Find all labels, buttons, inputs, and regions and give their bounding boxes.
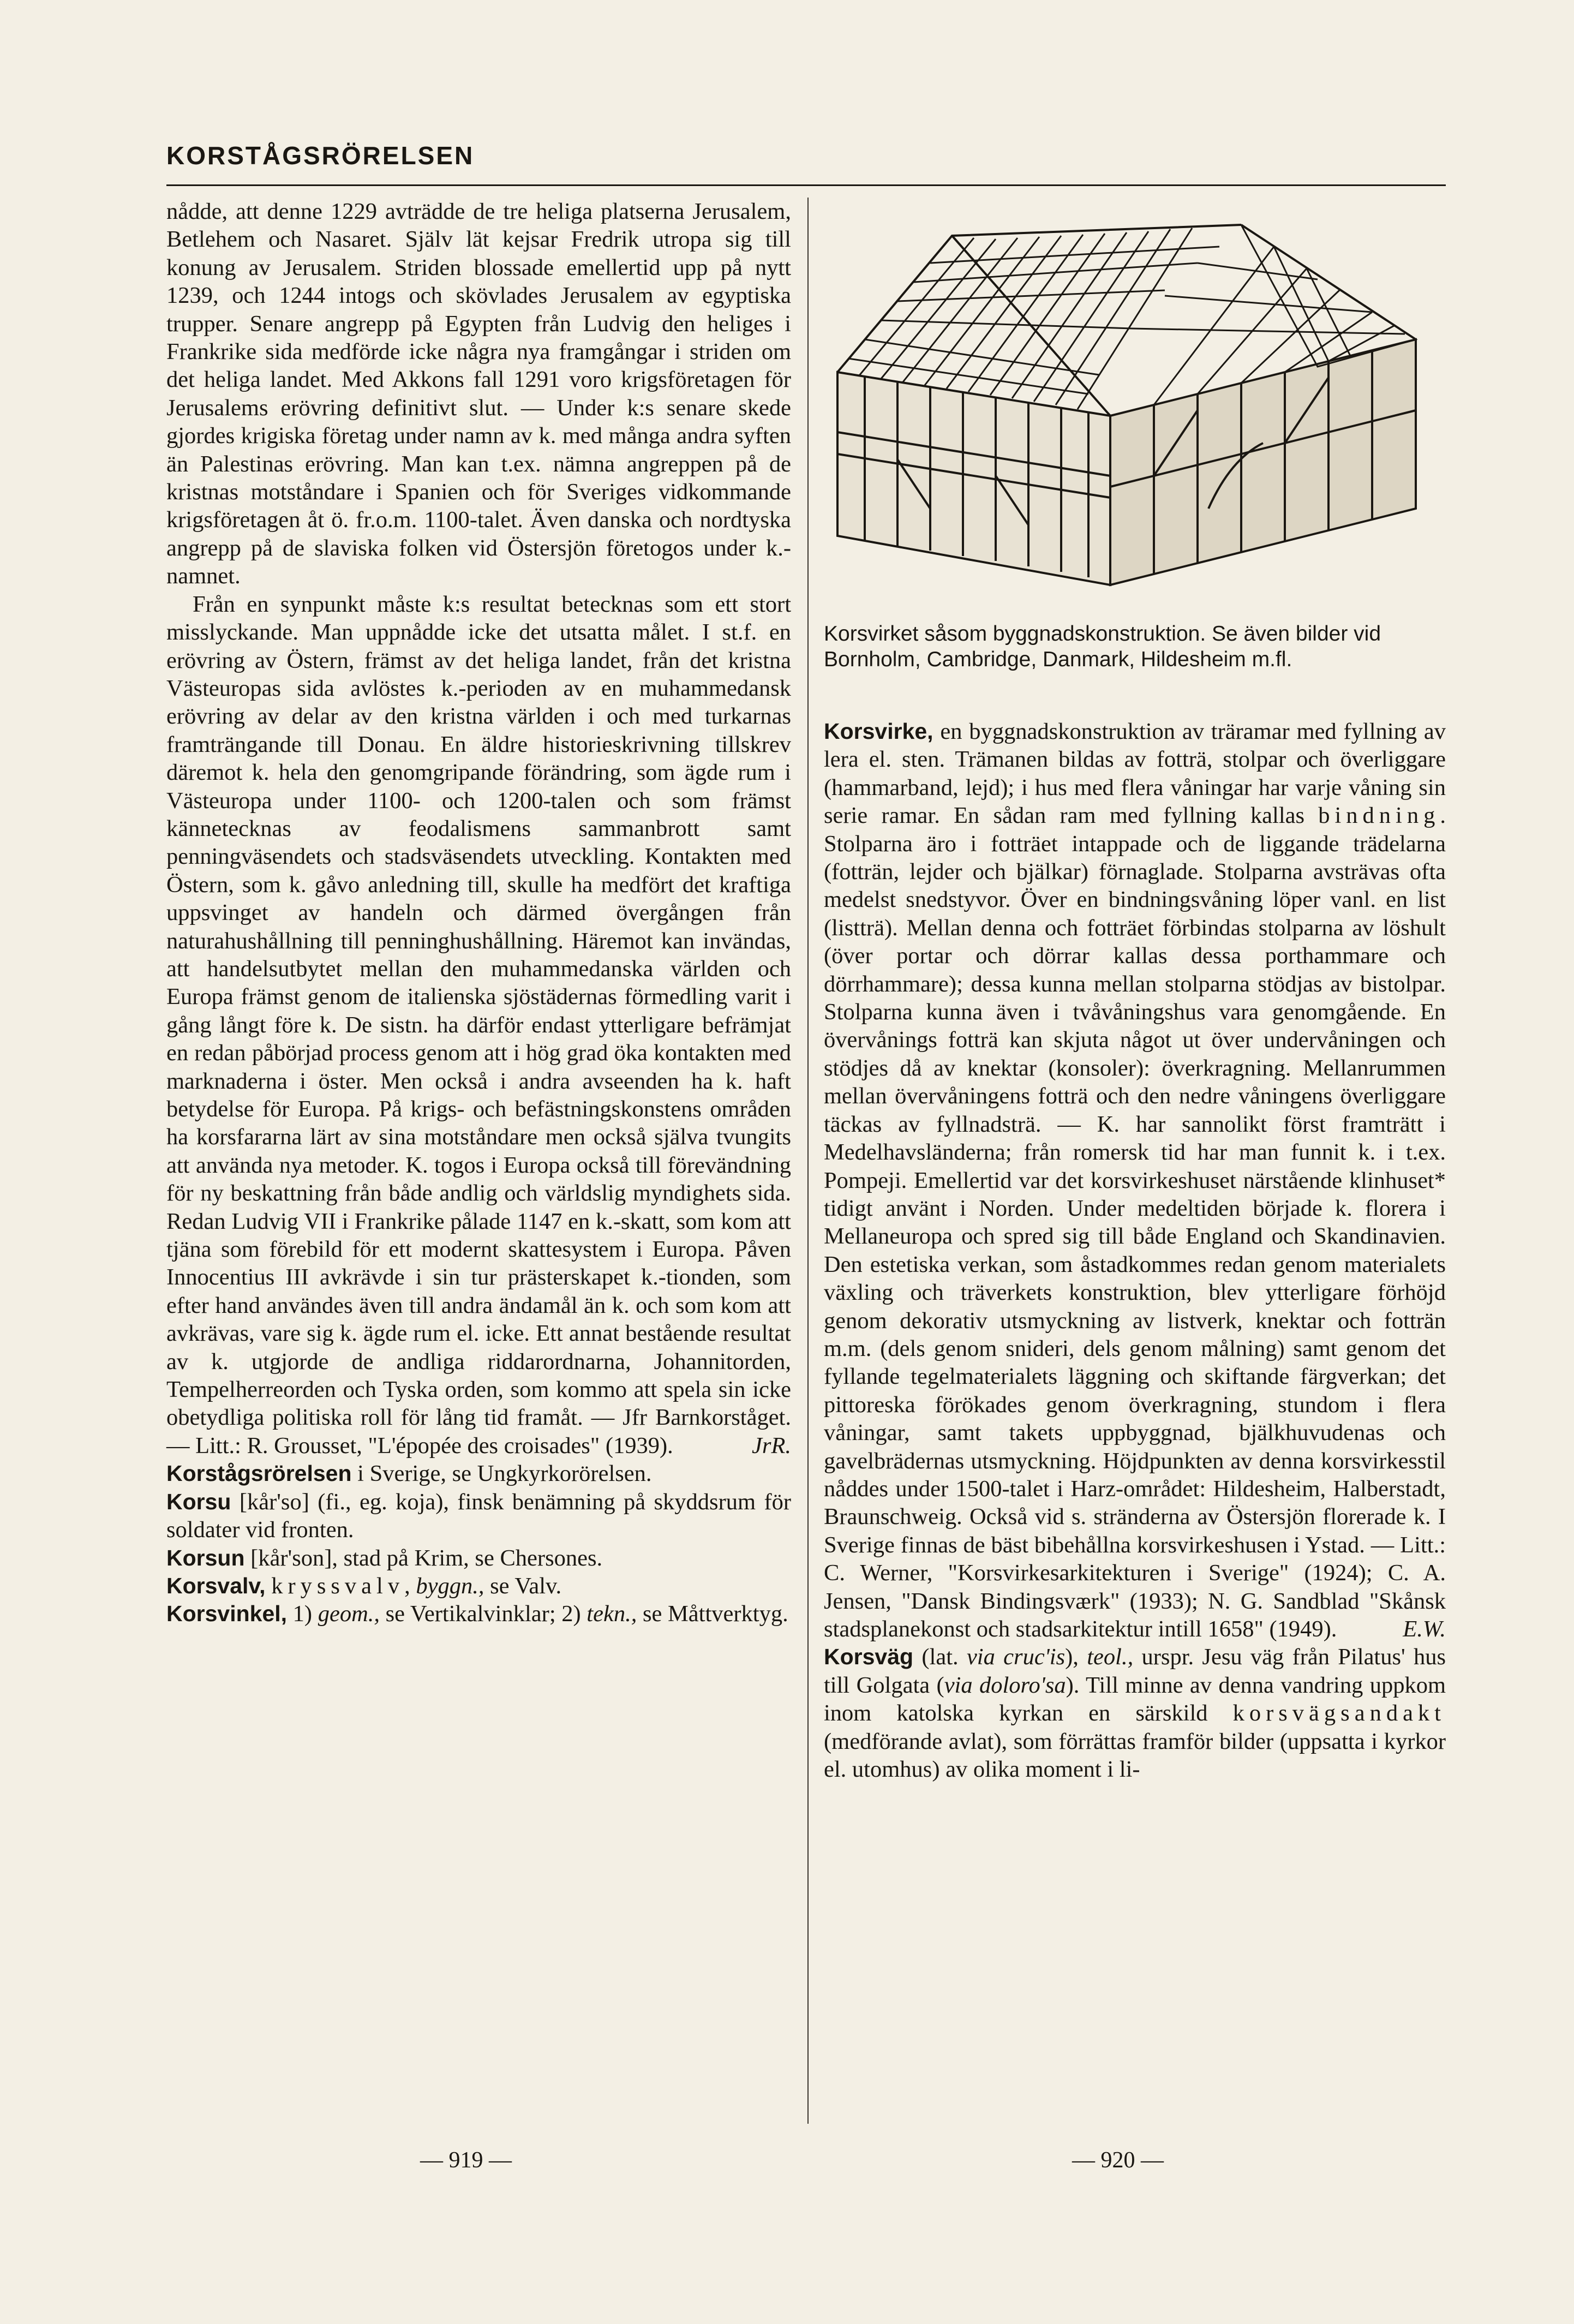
entry-text: se Valv. xyxy=(484,1573,562,1599)
entry-headword: Korsu xyxy=(166,1489,231,1514)
running-head: KORSTÅGSRÖRELSEN xyxy=(166,141,475,170)
entry-korsvalv: Korsvalv, kryssvalv, byggn., se Valv. xyxy=(166,1573,562,1599)
entry-korsun xyxy=(166,1544,791,1572)
entry-headword: Korsvinkel, xyxy=(166,1601,288,1627)
entry-field-label: geom., xyxy=(318,1601,380,1627)
entry-headword: Korsun xyxy=(166,1545,245,1570)
page-number-left: — 919 — xyxy=(420,2148,512,2173)
entry-text: urspr. Jesu väg från Pilatus' hus till Golgata ( xyxy=(824,1644,1446,1698)
entry-latin-term: via cruc'is xyxy=(966,1644,1066,1670)
entry-text: se Vertikalvinklar; 2) xyxy=(380,1601,587,1627)
entry-text: (lat. xyxy=(913,1644,967,1670)
entry-text: . Stolparna äro i fotträet intappade och de liggande trädelarna (fotträn, lejder och bjälkar) förnaglade. Stolparna avsträvas ofta medelst snedstyvor. Över en bindningsvåning löper vanl. en list (listträ). Mellan denna och fotträet förbindas stolparna av löshult (över portar och dörrar kallas dessa porthammare och dörrhammare); dessa kunna mellan stolparna stödjas av bistolpar. Stolparna kunna även i tvåvåningshus vara genomgående. En övervånings fotträ kan skjuta något ut över undervåningen och stödjes då av knektar (konsoler): överkragning. Mellanrummen mellan övervåningens fotträ och den nedre våningens överliggare täckas av fyllnadsträ. — K. har sannolikt först framträtt i Medelhavsländerna; från romersk tid har man funnit k. i t.ex. Pompeji. Emellertid var det korsvirkeshuset närstående klinhuset* tidigt använt i Norden. Under medeltiden började k. florera i Mellaneuropa och spred sig till både England och Skandinavien. Den estetiska verkan, som åstadkommes redan genom materialets växling och träverkets konstruktion, blev ytterligare förhöjd genom dekorativ utsmyckning av listverk, knektar och fotträn m.m. (dels genom snideri, dels genom målning) samt genom det fyllande tegelmaterialets läggning och skiftande färgverkan; det pittoreska förökades genom överkragning, stundom i flera våningar, samt takets uppbyggnad, bjälkhuvudenas och gavelbrädernas utsmyckning. Höjdpunkten av denna korsvirkesstil nåddes under 1500-talet i Harz-området: Hildesheim, Halberstadt, Braunschweig. Också vid s. stränderna av Östersjön florerade k. I Sverige finnas de bäst bibehållna korsvirkeshusen i Ystad. — Litt.: C. Werner, "Korsvirkesarkitekturen i Sverige" (1924); C. A. Jensen, "Dansk Bindingsværk" (1933); N. G. Sandblad "Skånsk stadsplanekonst och stadsarkitektur intill 1658" (1949). xyxy=(824,803,1446,1642)
entry-headword: Korsvalv, xyxy=(166,1573,266,1598)
left-column xyxy=(166,198,791,1628)
entry-text: [kår'son], stad på Krim, se Chersones. xyxy=(244,1545,603,1571)
author-signature: JrR. xyxy=(752,1432,791,1459)
entry-korsvag xyxy=(824,1643,1446,1783)
header-rule xyxy=(166,184,1446,186)
entry-spaced-term: korsvägsandakt xyxy=(1232,1700,1446,1726)
entry-latin-term: via doloro'sa xyxy=(944,1672,1066,1698)
entry-text: (medförande avlat), som förrättas framför bilder (uppsatta i kyrkor el. utomhus) av olika moment i li- xyxy=(824,1728,1446,1783)
entry-field-label: byggn., xyxy=(416,1573,484,1599)
house-drawing xyxy=(827,203,1446,623)
entry-text: ). Till minne av denna vandring uppkom inom katolska kyrkan en särskild xyxy=(824,1672,1446,1726)
entry-text: se Måttverktyg. xyxy=(637,1601,788,1627)
entry-field-label: tekn., xyxy=(586,1601,637,1627)
right-column xyxy=(824,718,1446,1783)
author-signature: E.W. xyxy=(1403,1616,1446,1642)
column-rule xyxy=(807,198,809,2124)
entry-text: i Sverige, se Ungkyrkorörelsen. xyxy=(351,1461,652,1487)
entry-korsvinkel xyxy=(166,1600,791,1628)
entry-korsu xyxy=(166,1488,791,1544)
entry-text: [kår'so] (fi., eg. koja), finsk benämning på skyddsrum för soldater vid fronten. xyxy=(166,1489,791,1543)
entry-headword: Korstågsrörelsen xyxy=(166,1461,352,1486)
entry-text: 1) xyxy=(287,1601,318,1627)
entry-spaced-term: kryssvalv xyxy=(271,1573,405,1599)
entry-headword: Korsväg xyxy=(824,1644,914,1670)
entry-korstagsrorelsen xyxy=(166,1460,791,1487)
figure-caption: Korsvirket såsom byggnadskonstruktion. Se även bilder vid Bornholm, Cambridge, Danmark, Hildesheim m.fl. xyxy=(824,622,1381,671)
korsvirke-illustration xyxy=(827,203,1446,623)
entry-text: en byggnadskonstruktion av träramar med fyllning av lera el. sten. Trämanen bildas av fotträ, stolpar och överliggare (hammarband, lejd); i hus med flera våningar har varje våning sin serie ramar. En sådan ram med fyllning kallas xyxy=(824,719,1446,829)
entry-field-label: teol., xyxy=(1087,1644,1134,1670)
entry-text: ), xyxy=(1065,1644,1087,1670)
paragraph-2-text: Från en synpunkt måste k:s resultat betecknas som ett stort misslyckande. Man uppnådde icke det utsatta målet. I st.f. en erövring av Östern, främst av det heliga landet, från det kristna Västeuropas sida avlöstes k.-perioden av en muhammedansk erövring av delar av den kristna världen i och med turkarnas framträngande till Donau. En äldre historieskrivning tillskrev däremot k. hela den genomgripande förändring, som ägde rum i Västeuropa under 1100- och 1200-talen och som främst kännetecknas av feodalismens sammanbrott samt penningväsendets och stadsväsendets utveckling. Kontakten med Östern, som k. gåvo anledning till, skulle ha medfört det kraftiga uppsvinget av handeln och därmed övergången från naturahushållning till penninghushållning. Häremot kan invändas, att handelsutbytet mellan den muhammedanska världen och Europa främst genom de italienska sjöstädernas förmedling varit i gång långt före k. De sistn. ha därför endast ytterligare befrämjat en redan påbörjad process genom att i hög grad öka kontakten med marknaderna i öster. Men också i andra avseenden ha k. haft betydelse för Europa. På krigs- och befästningskonstens områden ha korsfararna lärt av sina motståndare men också själva tvungits att använda nya metoder. K. togos i Europa också till förevändning för ny beskattning från både andlig och världslig myndighets sida. Redan Ludvig VII i Frankrike pålade 1147 en k.-skatt, som kom att tjäna som förebild för ett modernt skattesystem i Europa. Påven Innocentius III avkrävde i sin tur prästerskapet k.-tionden, som efter hand användes även till andra ändamål än k. och som kom att avkrävas, vare sig k. ägde rum el. icke. Ett annat bestående resultat av k. utgjorde de andliga riddarordnarna, Johannitorden, Tempelherreorden och Tyska orden, som kommo att spela sin icke obetydliga politiska roll för lång tid framåt. — Jfr Barnkorståget. — Litt.: R. Grousset, "L'épopée des croisades" (1939). xyxy=(166,591,791,1459)
paragraph-1: nådde, att denne 1229 avträdde de tre heliga platserna Jerusalem, Betlehem och Nasaret. Själv lät kejsar Fredrik utropa sig till konung av Jerusalem. Striden blossade emellertid upp på nytt 1239, och 1244 intogs och skövlades Jerusalem av egyptiska trupper. Senare angrepp på Egypten från Ludvig den heliges i Frankrike sida medförde icke några nya framgångar i striden om det heliga landet. Med Akkons fall 1291 voro krigsföretagen för Jerusalems erövring definitivt slut. — Under k:s senare skede gjordes krigiska företag under namn av k. med många andra syften än Palestinas erövring. Man kan t.ex. nämna angreppen på de kristnas motståndare i Spanien och för Sveriges vidkommande krigsföretagen åt ö. fr.o.m. 1100-talet. Även danska och nordtyska angrepp på de slaviska folken vid Östersjön företogos under k.-namnet. xyxy=(166,199,791,589)
paragraph-2 xyxy=(166,590,791,1460)
entry-korsvirke xyxy=(824,718,1446,1643)
page-number-right: — 920 — xyxy=(1072,2148,1164,2173)
entry-headword: Korsvirke, xyxy=(824,719,933,744)
entry-spaced-term: bindning xyxy=(1318,803,1440,829)
